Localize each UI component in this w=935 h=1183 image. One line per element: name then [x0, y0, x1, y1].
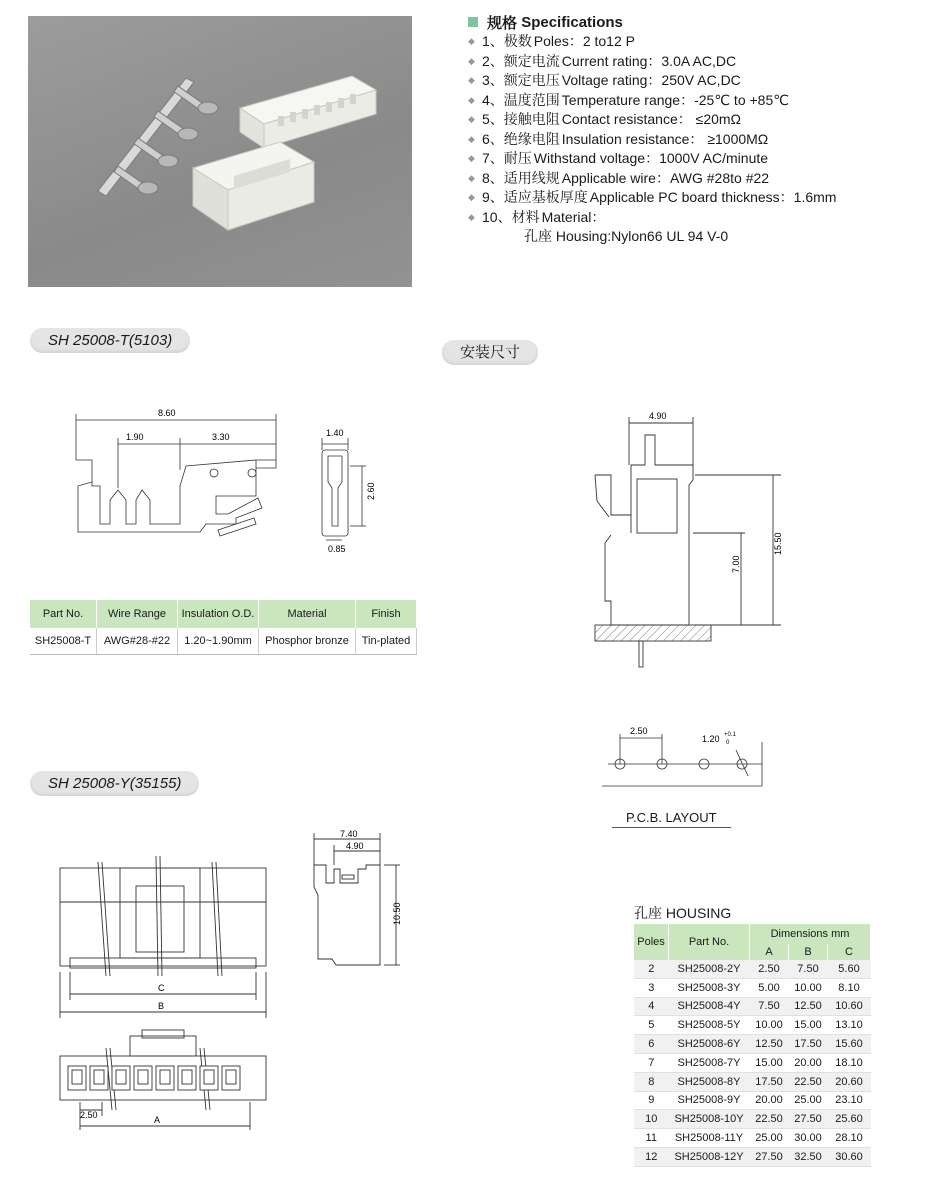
spec-item: ◆ 9、适应基板厚度 Applicable PC board thickness：1.6mm [468, 188, 908, 208]
dim-height: 10.50 [392, 902, 402, 925]
pcb-pitch: 2.50 [630, 726, 648, 736]
table-row: 9 SH25008-9Y 20.00 25.00 23.10 [634, 1091, 871, 1110]
diamond-bullet-icon: ◆ [468, 114, 475, 124]
col-header: Insulation O.D. [178, 600, 259, 628]
housing-table-title: 孔座 HOUSING [634, 905, 732, 921]
square-bullet-icon [468, 17, 478, 27]
table-row: 3 SH25008-3Y 5.00 10.00 8.10 [634, 978, 871, 997]
col-header: Part No. [30, 600, 97, 628]
diamond-bullet-icon: ◆ [468, 75, 475, 85]
dim-top: 4.90 [649, 411, 667, 421]
table-header-row [30, 600, 417, 628]
col-header: Wire Range [97, 600, 178, 628]
housing-side-drawing [300, 825, 410, 985]
spec-housing-material: 孔座 Housing:Nylon66 UL 94 V-0 [524, 228, 729, 244]
spec-item: ◆ 6、绝缘电阻 Insulation resistance： ≥1000MΩ [468, 130, 908, 150]
table-header-row [634, 924, 871, 944]
spec-item: ◆ 4、温度范围 Temperature range：-25℃ to +85℃ [468, 91, 908, 111]
spec-title [468, 12, 908, 32]
dim-depth: 7.40 [340, 829, 358, 839]
dim-b: 3.30 [212, 432, 230, 442]
pcb-layout-drawing [590, 720, 770, 800]
spec-item: ◆ 1、极数 Poles：2 to12 P [468, 32, 908, 52]
diamond-bullet-icon: ◆ [468, 153, 475, 163]
diamond-bullet-icon: ◆ [468, 192, 475, 202]
diamond-bullet-icon: ◆ [468, 211, 475, 222]
col-header: Material [259, 600, 356, 628]
table-row: 4 SH25008-4Y 7.50 12.50 10.60 [634, 997, 871, 1016]
col-header: Part No. [669, 924, 750, 960]
table-row: 5 SH25008-5Y 10.00 15.00 13.10 [634, 1016, 871, 1035]
table-row: 12 SH25008-12Y 27.50 32.50 30.60 [634, 1147, 871, 1166]
spec-item: ◆ 8、适用线规 Applicable wire：AWG #28to #22 [468, 169, 908, 189]
dim-thick: 0.85 [328, 544, 346, 554]
side-assembly-drawing [585, 405, 800, 680]
table-row: 10 SH25008-10Y 22.50 27.50 25.60 [634, 1110, 871, 1129]
dim-total: 15.50 [773, 532, 783, 555]
spec-item: ◆ 10、材料 Material： [468, 208, 908, 228]
col-header: Poles [634, 924, 669, 960]
dim-c: C [158, 983, 165, 993]
diamond-bullet-icon: ◆ [468, 94, 475, 105]
col-header: B [789, 944, 828, 960]
dim-inner: 4.90 [346, 841, 364, 851]
housing-image [240, 76, 376, 148]
spec-title-cn: 规格 [487, 14, 518, 32]
spec-item: ◆ 5、接触电阻 Contact resistance： ≤20mΩ [468, 110, 908, 130]
dim-body: 7.00 [731, 555, 741, 573]
dim-pitch: 2.50 [80, 1110, 98, 1120]
header-image [193, 142, 314, 230]
col-header: Dimensions mm [750, 924, 871, 944]
spec-item: ◆ 7、耐压 Withstand voltage：1000V AC/minute [468, 149, 908, 169]
specifications [468, 12, 908, 247]
table-row: 2 SH25008-2Y 2.50 7.50 5.60 [634, 960, 871, 978]
dim-overall: 8.60 [158, 408, 176, 418]
table-row: 6 SH25008-6Y 12.50 17.50 15.60 [634, 1035, 871, 1054]
dim-height: 2.60 [366, 482, 376, 500]
dim-a: 1.90 [126, 432, 144, 442]
pcb-hole: 1.20 [702, 734, 720, 744]
spec-item: ◆ 2、额定电流 Current rating：3.0A AC,DC [468, 52, 908, 72]
table-row: 7 SH25008-7Y 15.00 20.00 18.10 [634, 1053, 871, 1072]
pcb-tol-plus: +0.1 [724, 732, 736, 738]
housing-dimensions-table [634, 924, 871, 1167]
table-row: 8 SH25008-8Y 17.50 22.50 20.60 [634, 1072, 871, 1091]
pcb-tol-minus: 0 [726, 740, 730, 746]
diamond-bullet-icon: ◆ [468, 36, 475, 46]
pcb-layout-label: P.C.B. LAYOUT [612, 810, 731, 828]
spec-item: ◆ 3、额定电压 Voltage rating：250V AC,DC [468, 71, 908, 91]
housing-drawing [40, 840, 300, 1140]
install-dims-label: 安装尺寸 [442, 340, 538, 365]
dim-b: B [158, 1001, 165, 1011]
diamond-bullet-icon: ◆ [468, 172, 475, 183]
dim-a: A [154, 1115, 161, 1125]
table-row: SH25008-T AWG#28-#22 1.20~1.90mm Phosphor bronze Tin-plated [30, 628, 417, 655]
col-header: Finish [356, 600, 417, 628]
housing-model-label: SH 25008-Y(35155) [30, 771, 199, 796]
terminal-spec-table [30, 600, 417, 655]
product-photo [28, 16, 412, 287]
dim-width: 1.40 [326, 428, 344, 438]
table-row: 11 SH25008-11Y 25.00 30.00 28.10 [634, 1129, 871, 1148]
terminal-drawing [30, 400, 390, 560]
col-header: C [828, 944, 871, 960]
col-header: A [750, 944, 789, 960]
diamond-bullet-icon: ◆ [468, 133, 475, 144]
spec-title-en: Specifications [521, 13, 623, 31]
diamond-bullet-icon: ◆ [468, 55, 475, 66]
terminal-model-label: SH 25008-T(5103) [30, 328, 190, 353]
